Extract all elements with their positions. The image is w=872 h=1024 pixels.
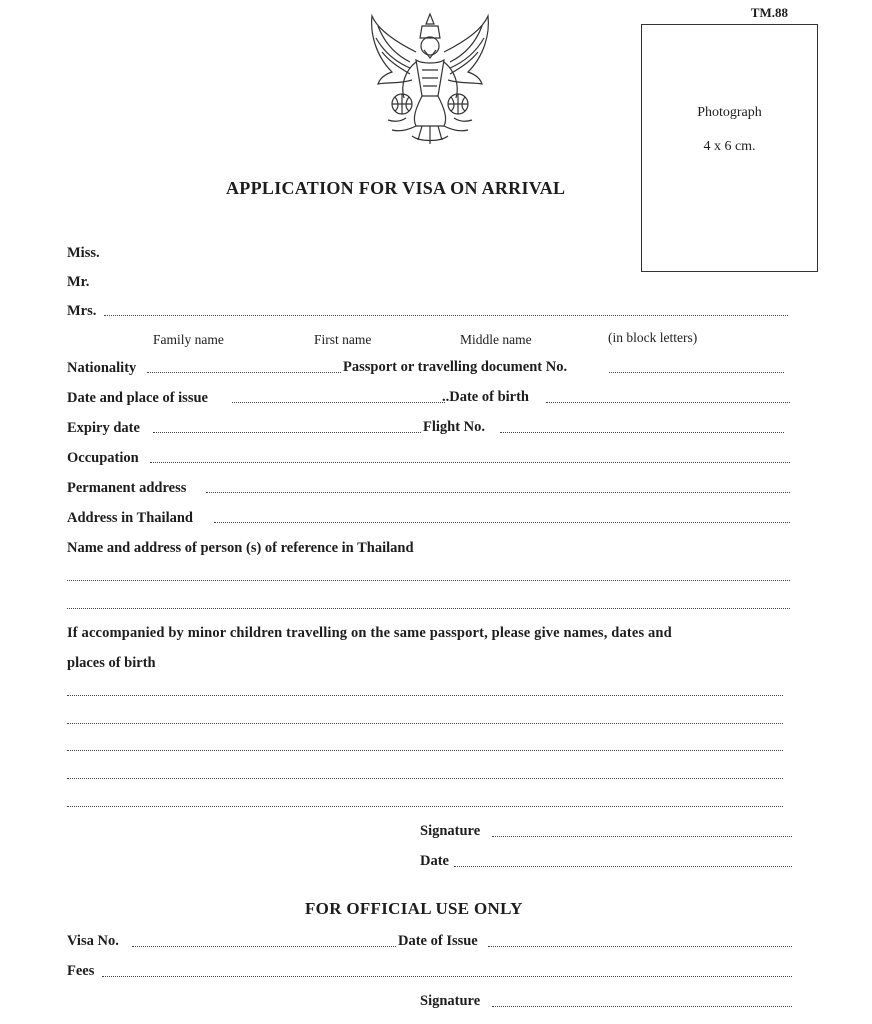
name-field[interactable] [104,315,788,316]
minors-text-line-2: places of birth [67,655,156,671]
fees-field[interactable] [102,976,792,977]
date-of-birth-label: ..Date of birth [442,389,529,405]
minors-line-1[interactable] [67,695,783,696]
title-mrs: Mrs. [67,303,97,319]
official-signature-field[interactable] [492,1006,792,1007]
reference-line-2[interactable] [67,608,790,609]
permanent-address-field[interactable] [206,492,790,493]
date-of-issue-field[interactable] [488,946,792,947]
minors-line-4[interactable] [67,778,783,779]
date-field[interactable] [454,866,792,867]
occupation-label: Occupation [67,450,139,466]
passport-label: Passport or travelling document No. [343,359,568,375]
nationality-field[interactable] [147,372,341,373]
photo-box [641,24,818,272]
date-place-issue-label: Date and place of issue [67,390,208,406]
official-signature-label: Signature [420,993,481,1009]
hint-first-name: First name [314,332,372,347]
date-place-issue-field[interactable] [232,402,445,403]
hint-block-letters: (in block letters) [608,330,698,345]
address-thailand-label: Address in Thailand [67,510,193,526]
reference-label: Name and address of person (s) of reference in Thailand [67,540,414,556]
minors-line-5[interactable] [67,806,783,807]
form-code: TM.88 [750,5,788,20]
hint-middle-name: Middle name [460,332,532,347]
title-mr: Mr. [67,274,90,290]
occupation-field[interactable] [150,462,790,463]
signature-label: Signature [420,823,481,839]
passport-field[interactable] [609,372,784,373]
nationality-label: Nationality [67,360,137,376]
minors-line-2[interactable] [67,723,783,724]
signature-field[interactable] [492,836,792,837]
form-title: APPLICATION FOR VISA ON ARRIVAL [226,178,566,198]
date-of-issue-label: Date of Issue [398,933,478,949]
garuda-emblem-icon [366,12,494,148]
visa-no-label: Visa No. [67,933,119,949]
flight-no-label: Flight No. [423,419,486,435]
official-use-title: FOR OFFICIAL USE ONLY [305,899,523,918]
reference-line-1[interactable] [67,580,790,581]
flight-no-field[interactable] [500,432,784,433]
address-thailand-field[interactable] [214,522,790,523]
visa-no-field[interactable] [132,946,396,947]
fees-label: Fees [67,963,95,979]
photo-size: 4 x 6 cm. [703,139,756,154]
minors-line-3[interactable] [67,750,783,751]
date-of-birth-field[interactable] [546,402,790,403]
hint-family-name: Family name [153,332,224,347]
photo-label: Photograph [697,105,762,120]
date-label: Date [420,853,449,869]
minors-text-line-1: If accompanied by minor children travelling on the same passport, please give names, dates and [67,625,672,641]
expiry-date-field[interactable] [153,432,421,433]
permanent-address-label: Permanent address [67,480,187,496]
title-miss: Miss. [67,245,100,261]
expiry-date-label: Expiry date [67,420,140,436]
